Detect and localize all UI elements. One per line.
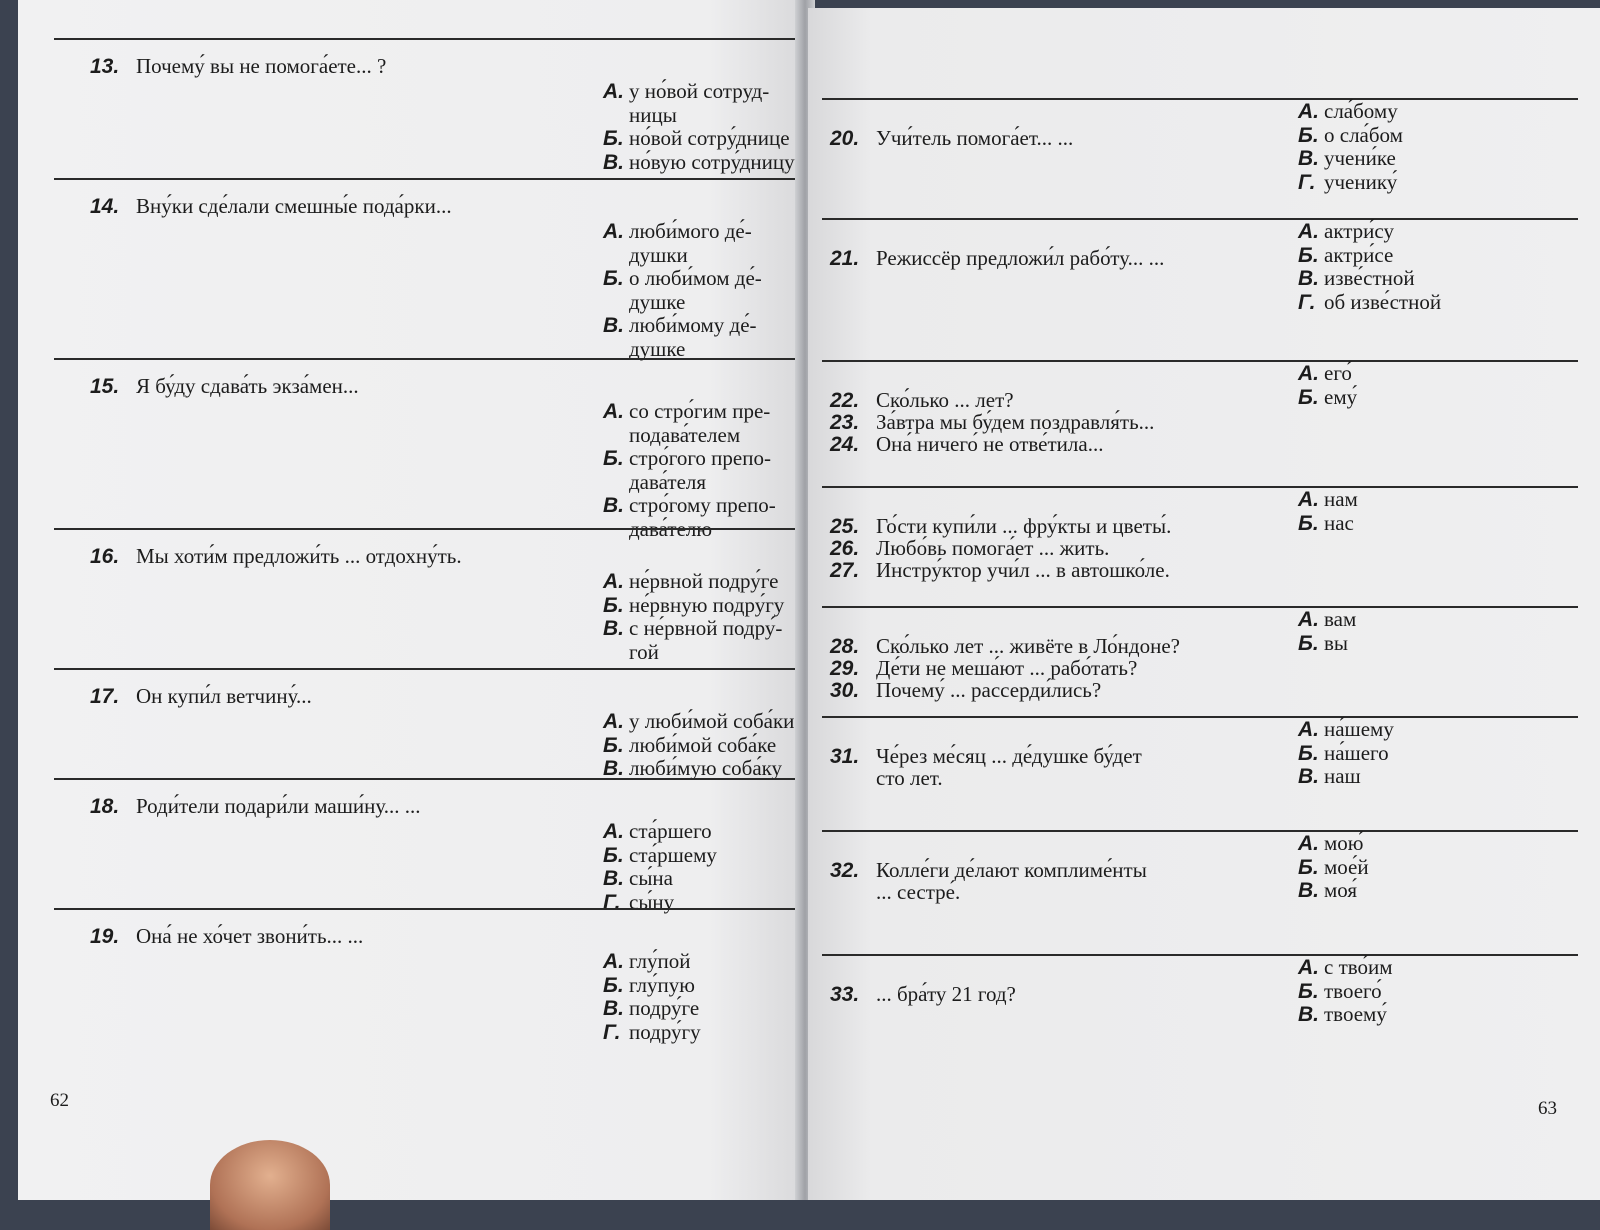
answer-options	[1298, 100, 1403, 194]
question-text: Я бу́ду сдава́ть экза́мен...	[136, 374, 359, 398]
question-text: Мы хоти́м предложи́ть ... отдохну́ть.	[136, 544, 462, 568]
option-letter: Г.	[603, 890, 621, 914]
exercise-question	[830, 246, 1164, 271]
answer-option[interactable]	[603, 314, 762, 338]
option-text: с тво́им	[1324, 955, 1393, 979]
exercise-18	[54, 778, 797, 914]
answer-option[interactable]	[1298, 147, 1403, 171]
option-letter: Б.	[1298, 123, 1319, 147]
answer-options	[1298, 832, 1369, 903]
answer-option[interactable]	[603, 494, 776, 518]
option-text: стро́гому препо-	[629, 493, 776, 517]
option-text: его́	[1324, 361, 1352, 385]
question-text: Он купи́л ветчину́...	[136, 684, 312, 708]
question-text: сто лет.	[876, 766, 943, 790]
question-text: Де́ти не меша́ют ... рабо́тать?	[876, 656, 1138, 680]
answer-option[interactable]	[603, 104, 795, 128]
answer-option[interactable]	[1298, 856, 1369, 880]
exercise-question	[830, 766, 943, 790]
exercise-number: 30.	[830, 679, 860, 702]
question-text: Колле́ги де́лают комплиме́нты	[876, 858, 1147, 882]
exercise-block-1	[822, 98, 1578, 220]
option-text: изве́стной	[1324, 266, 1415, 290]
option-text: душке	[629, 289, 686, 314]
option-text: глу́пую	[629, 972, 695, 997]
question-text: Почему́ ... рассерди́лись?	[876, 678, 1102, 702]
exercise-question	[830, 982, 1016, 1007]
option-letter: Г.	[1298, 170, 1316, 194]
option-text: не́рвную подру́гу	[629, 592, 785, 617]
exercise-block-7	[822, 830, 1578, 956]
option-letter: А.	[1298, 362, 1319, 385]
exercise-15	[54, 358, 797, 541]
option-text: твоему́	[1324, 1002, 1387, 1026]
option-letter: В.	[603, 314, 624, 337]
answer-option[interactable]	[1298, 742, 1394, 766]
answer-options	[603, 570, 784, 664]
question-text: Ско́лько ... лет?	[876, 388, 1014, 412]
option-text: наш	[1324, 764, 1361, 788]
question-text: Го́сти купи́ли ... фру́кты и цветы́.	[876, 514, 1172, 538]
exercise-number: 17.	[90, 685, 120, 708]
question-text: Учи́тель помога́ет... ...	[876, 126, 1074, 150]
option-letter: В.	[603, 997, 624, 1020]
option-letter: В.	[1298, 267, 1319, 290]
answer-option[interactable]	[1298, 386, 1357, 410]
exercise-question	[90, 54, 386, 79]
option-letter: Б.	[603, 593, 624, 617]
answer-option[interactable]	[603, 950, 701, 974]
answer-option[interactable]	[1298, 362, 1357, 386]
exercise-number: 26.	[830, 537, 860, 560]
option-letter: Б.	[1298, 979, 1319, 1003]
exercise-question	[90, 684, 312, 709]
option-text: об изве́стной	[1324, 289, 1442, 314]
option-text: люби́мой соба́ке	[629, 732, 777, 757]
option-letter: А.	[603, 950, 624, 973]
exercise-block-4	[822, 486, 1578, 608]
answer-options	[603, 80, 795, 174]
option-letter: Б.	[603, 127, 624, 150]
answer-option[interactable]	[603, 471, 776, 495]
page-number-left: 62	[50, 1090, 69, 1111]
option-text: душки	[629, 242, 688, 267]
option-text: люби́мую соба́ку	[629, 756, 783, 780]
option-text: актри́су	[1324, 219, 1394, 243]
exercise-block-8	[822, 954, 1578, 1076]
question-text: Ско́лько лет ... живёте в Ло́ндоне?	[876, 634, 1180, 658]
question-text: Инстру́ктор учи́л ... в автошко́ле.	[876, 558, 1170, 582]
option-letter: А.	[1298, 956, 1319, 979]
option-text: о сла́бом	[1324, 122, 1403, 147]
option-letter: Б.	[1298, 741, 1319, 765]
question-text: Вну́ки сде́лали смешны́е пода́рки...	[136, 194, 452, 218]
answer-option[interactable]	[1298, 765, 1394, 789]
answer-option[interactable]	[1298, 980, 1393, 1004]
question-text: За́втра мы бу́дем поздравля́ть...	[876, 410, 1155, 434]
exercise-14	[54, 178, 797, 360]
option-letter: Б.	[603, 447, 624, 470]
exercise-question	[830, 880, 960, 904]
option-letter: А.	[603, 820, 624, 843]
question-text: Режиссёр предложи́л рабо́ту... ...	[876, 246, 1165, 270]
option-text: дава́телю	[629, 516, 713, 541]
answer-option[interactable]	[603, 127, 795, 151]
option-letter: А.	[1298, 220, 1319, 243]
option-text: подру́ге	[629, 996, 700, 1020]
answer-option[interactable]	[1298, 100, 1403, 124]
answer-option[interactable]	[1298, 244, 1441, 268]
question-text: ... бра́ту 21 год?	[876, 982, 1016, 1006]
answer-option[interactable]	[603, 570, 784, 594]
exercise-question	[90, 194, 452, 219]
answer-options	[1298, 362, 1357, 409]
exercise-number: 23.	[830, 411, 860, 434]
option-text: на́шего	[1324, 740, 1389, 765]
answer-option[interactable]	[603, 997, 701, 1021]
exercise-number: 24.	[830, 433, 860, 456]
answer-option[interactable]	[603, 291, 762, 315]
exercise-number: 13.	[90, 55, 120, 78]
option-text: подру́гу	[629, 1019, 701, 1044]
exercise-number: 27.	[830, 559, 860, 582]
option-text: не́рвной подру́ге	[629, 569, 779, 593]
option-letter: А.	[603, 710, 624, 733]
option-text: со стро́гим пре-	[629, 399, 771, 423]
option-letter: Б.	[1298, 855, 1319, 879]
question-text: Роди́тели подари́ли маши́ну... ...	[136, 794, 421, 818]
answer-option[interactable]	[1298, 267, 1441, 291]
option-letter: А.	[603, 220, 624, 243]
answer-option[interactable]	[1298, 718, 1394, 742]
answer-option[interactable]	[603, 400, 776, 424]
option-letter: Б.	[603, 733, 624, 757]
exercise-number: 33.	[830, 983, 860, 1006]
answer-option[interactable]	[603, 641, 784, 665]
option-text: ему́	[1324, 384, 1358, 409]
answer-options	[1298, 956, 1393, 1027]
option-text: стро́гого препо-	[629, 446, 771, 470]
question-text: ... сестре́.	[876, 880, 961, 904]
option-letter: Б.	[1298, 243, 1319, 267]
answer-option[interactable]	[603, 594, 784, 618]
option-letter: Г.	[603, 1020, 621, 1044]
option-text: ста́ршему	[629, 842, 717, 867]
answer-options	[603, 400, 776, 541]
answer-option[interactable]	[603, 844, 717, 868]
left-page	[18, 0, 803, 1200]
answer-option[interactable]	[603, 447, 776, 471]
option-letter: Б.	[1298, 631, 1319, 655]
exercise-number: 29.	[830, 657, 860, 680]
option-letter: А.	[603, 400, 624, 423]
option-text: душке	[629, 336, 686, 361]
option-letter: В.	[603, 757, 624, 780]
option-text: твоего́	[1324, 978, 1382, 1003]
option-letter: В.	[603, 617, 624, 640]
answer-option[interactable]	[1298, 832, 1369, 856]
answer-option[interactable]	[1298, 124, 1403, 148]
exercise-question	[830, 432, 1103, 457]
option-text: мое́й	[1324, 854, 1369, 879]
answer-option[interactable]	[603, 1021, 701, 1045]
option-text: ста́ршего	[629, 819, 712, 843]
answer-options	[1298, 608, 1356, 655]
exercise-number: 16.	[90, 545, 120, 568]
option-text: вы	[1324, 630, 1349, 655]
question-text: Почему́ вы не помога́ете... ?	[136, 54, 387, 78]
option-letter: Б.	[1298, 511, 1319, 535]
option-letter: А.	[603, 80, 624, 103]
answer-option[interactable]	[1298, 1003, 1393, 1027]
exercise-question	[830, 678, 1101, 703]
exercise-number: 18.	[90, 795, 120, 818]
exercise-block-2	[822, 218, 1578, 362]
exercise-13	[54, 38, 797, 180]
option-text: у люби́мой соба́ки	[629, 709, 795, 733]
option-letter: Б.	[603, 973, 624, 997]
exercise-question	[90, 544, 462, 569]
exercise-number: 20.	[830, 127, 860, 150]
answer-options	[1298, 718, 1394, 789]
answer-option[interactable]	[603, 974, 701, 998]
exercise-number: 25.	[830, 515, 860, 538]
question-text: Она́ не хо́чет звони́ть... ...	[136, 924, 364, 948]
option-letter: А.	[1298, 100, 1319, 123]
option-text: гой	[629, 639, 659, 664]
option-text: ученику́	[1324, 169, 1398, 194]
answer-option[interactable]	[1298, 956, 1393, 980]
option-text: но́вую сотру́дницу	[629, 149, 795, 174]
option-letter: Б.	[603, 843, 624, 867]
option-letter: В.	[603, 867, 624, 890]
answer-options	[603, 220, 762, 361]
page-number-right: 63	[1538, 1098, 1557, 1119]
option-letter: Б.	[603, 267, 624, 290]
exercise-question	[830, 126, 1073, 151]
option-text: подава́телем	[629, 422, 741, 447]
answer-option[interactable]	[603, 710, 794, 734]
answer-option[interactable]	[1298, 220, 1441, 244]
question-text: Она́ ничего́ не отве́тила...	[876, 432, 1104, 456]
option-text: люби́мого де́-	[629, 219, 752, 243]
option-text: актри́се	[1324, 242, 1394, 267]
answer-option[interactable]	[603, 151, 795, 175]
option-text: сла́бому	[1324, 99, 1398, 123]
option-text: на́шему	[1324, 717, 1394, 741]
option-text: нам	[1324, 487, 1358, 511]
option-text: дава́теля	[629, 469, 707, 494]
answer-options	[1298, 220, 1441, 314]
answer-option[interactable]	[1298, 608, 1356, 632]
answer-option[interactable]	[603, 820, 717, 844]
exercise-number: 31.	[830, 745, 860, 768]
right-page	[808, 8, 1600, 1200]
answer-options	[603, 950, 701, 1044]
option-text: ницы	[629, 102, 677, 127]
option-letter: Г.	[1298, 290, 1316, 314]
exercise-16	[54, 528, 797, 670]
option-letter: Б.	[1298, 385, 1319, 409]
exercise-question	[90, 924, 363, 949]
option-text: но́вой сотру́днице	[629, 126, 790, 150]
option-text: люби́мому де́-	[629, 313, 757, 337]
exercise-19	[54, 908, 797, 1060]
option-letter: А.	[1298, 718, 1319, 741]
thumb	[210, 1140, 330, 1230]
exercise-number: 28.	[830, 635, 860, 658]
answer-option[interactable]	[1298, 171, 1403, 195]
option-text: вам	[1324, 607, 1357, 631]
option-letter: В.	[603, 150, 624, 174]
answer-option[interactable]	[603, 757, 794, 781]
option-text: сы́на	[629, 866, 673, 890]
answer-option[interactable]	[1298, 488, 1358, 512]
option-text: сы́ну	[629, 889, 675, 914]
question-text: Че́рез ме́сяц ... де́душке бу́дет	[876, 744, 1142, 768]
exercise-block-3	[822, 360, 1578, 488]
answer-option[interactable]	[603, 80, 795, 104]
exercise-number: 32.	[830, 859, 860, 882]
option-text: учени́ке	[1324, 146, 1396, 170]
option-letter: В.	[1298, 147, 1319, 170]
answer-option[interactable]	[1298, 291, 1441, 315]
exercise-question	[90, 794, 421, 819]
answer-option[interactable]	[603, 617, 784, 641]
exercise-block-6	[822, 716, 1578, 832]
option-letter: А.	[1298, 832, 1319, 855]
exercise-17	[54, 668, 797, 780]
answer-option[interactable]	[603, 734, 794, 758]
answer-options	[603, 820, 717, 914]
answer-option[interactable]	[1298, 879, 1369, 903]
option-text: с не́рвной подру́-	[629, 616, 783, 640]
answer-option[interactable]	[603, 267, 762, 291]
option-text: у но́вой сотруд-	[629, 79, 770, 103]
option-letter: А.	[1298, 488, 1319, 511]
option-text: нас	[1324, 510, 1354, 535]
answer-options	[603, 710, 794, 781]
answer-option[interactable]	[603, 244, 762, 268]
answer-option[interactable]	[603, 424, 776, 448]
option-text: глу́пой	[629, 949, 691, 973]
option-text: моя́	[1324, 878, 1358, 902]
answer-option[interactable]	[603, 867, 717, 891]
exercise-number: 14.	[90, 195, 120, 218]
exercise-number: 19.	[90, 925, 120, 948]
question-text: Любо́вь помога́ет ... жить.	[876, 536, 1110, 560]
option-text: о люби́мом де́-	[629, 266, 762, 290]
option-letter: А.	[603, 570, 624, 593]
answer-options	[1298, 488, 1358, 535]
exercise-question	[90, 374, 359, 399]
exercise-block-5	[822, 606, 1578, 718]
answer-option[interactable]	[1298, 512, 1358, 536]
option-letter: В.	[1298, 1003, 1319, 1026]
exercise-number: 22.	[830, 389, 860, 412]
option-letter: В.	[603, 494, 624, 517]
exercise-question	[830, 558, 1170, 583]
option-letter: В.	[1298, 879, 1319, 902]
answer-option[interactable]	[1298, 632, 1356, 656]
answer-option[interactable]	[603, 220, 762, 244]
exercise-number: 21.	[830, 247, 860, 270]
exercise-number: 15.	[90, 375, 120, 398]
option-letter: А.	[1298, 608, 1319, 631]
option-letter: В.	[1298, 765, 1319, 788]
option-text: мою́	[1324, 831, 1364, 855]
